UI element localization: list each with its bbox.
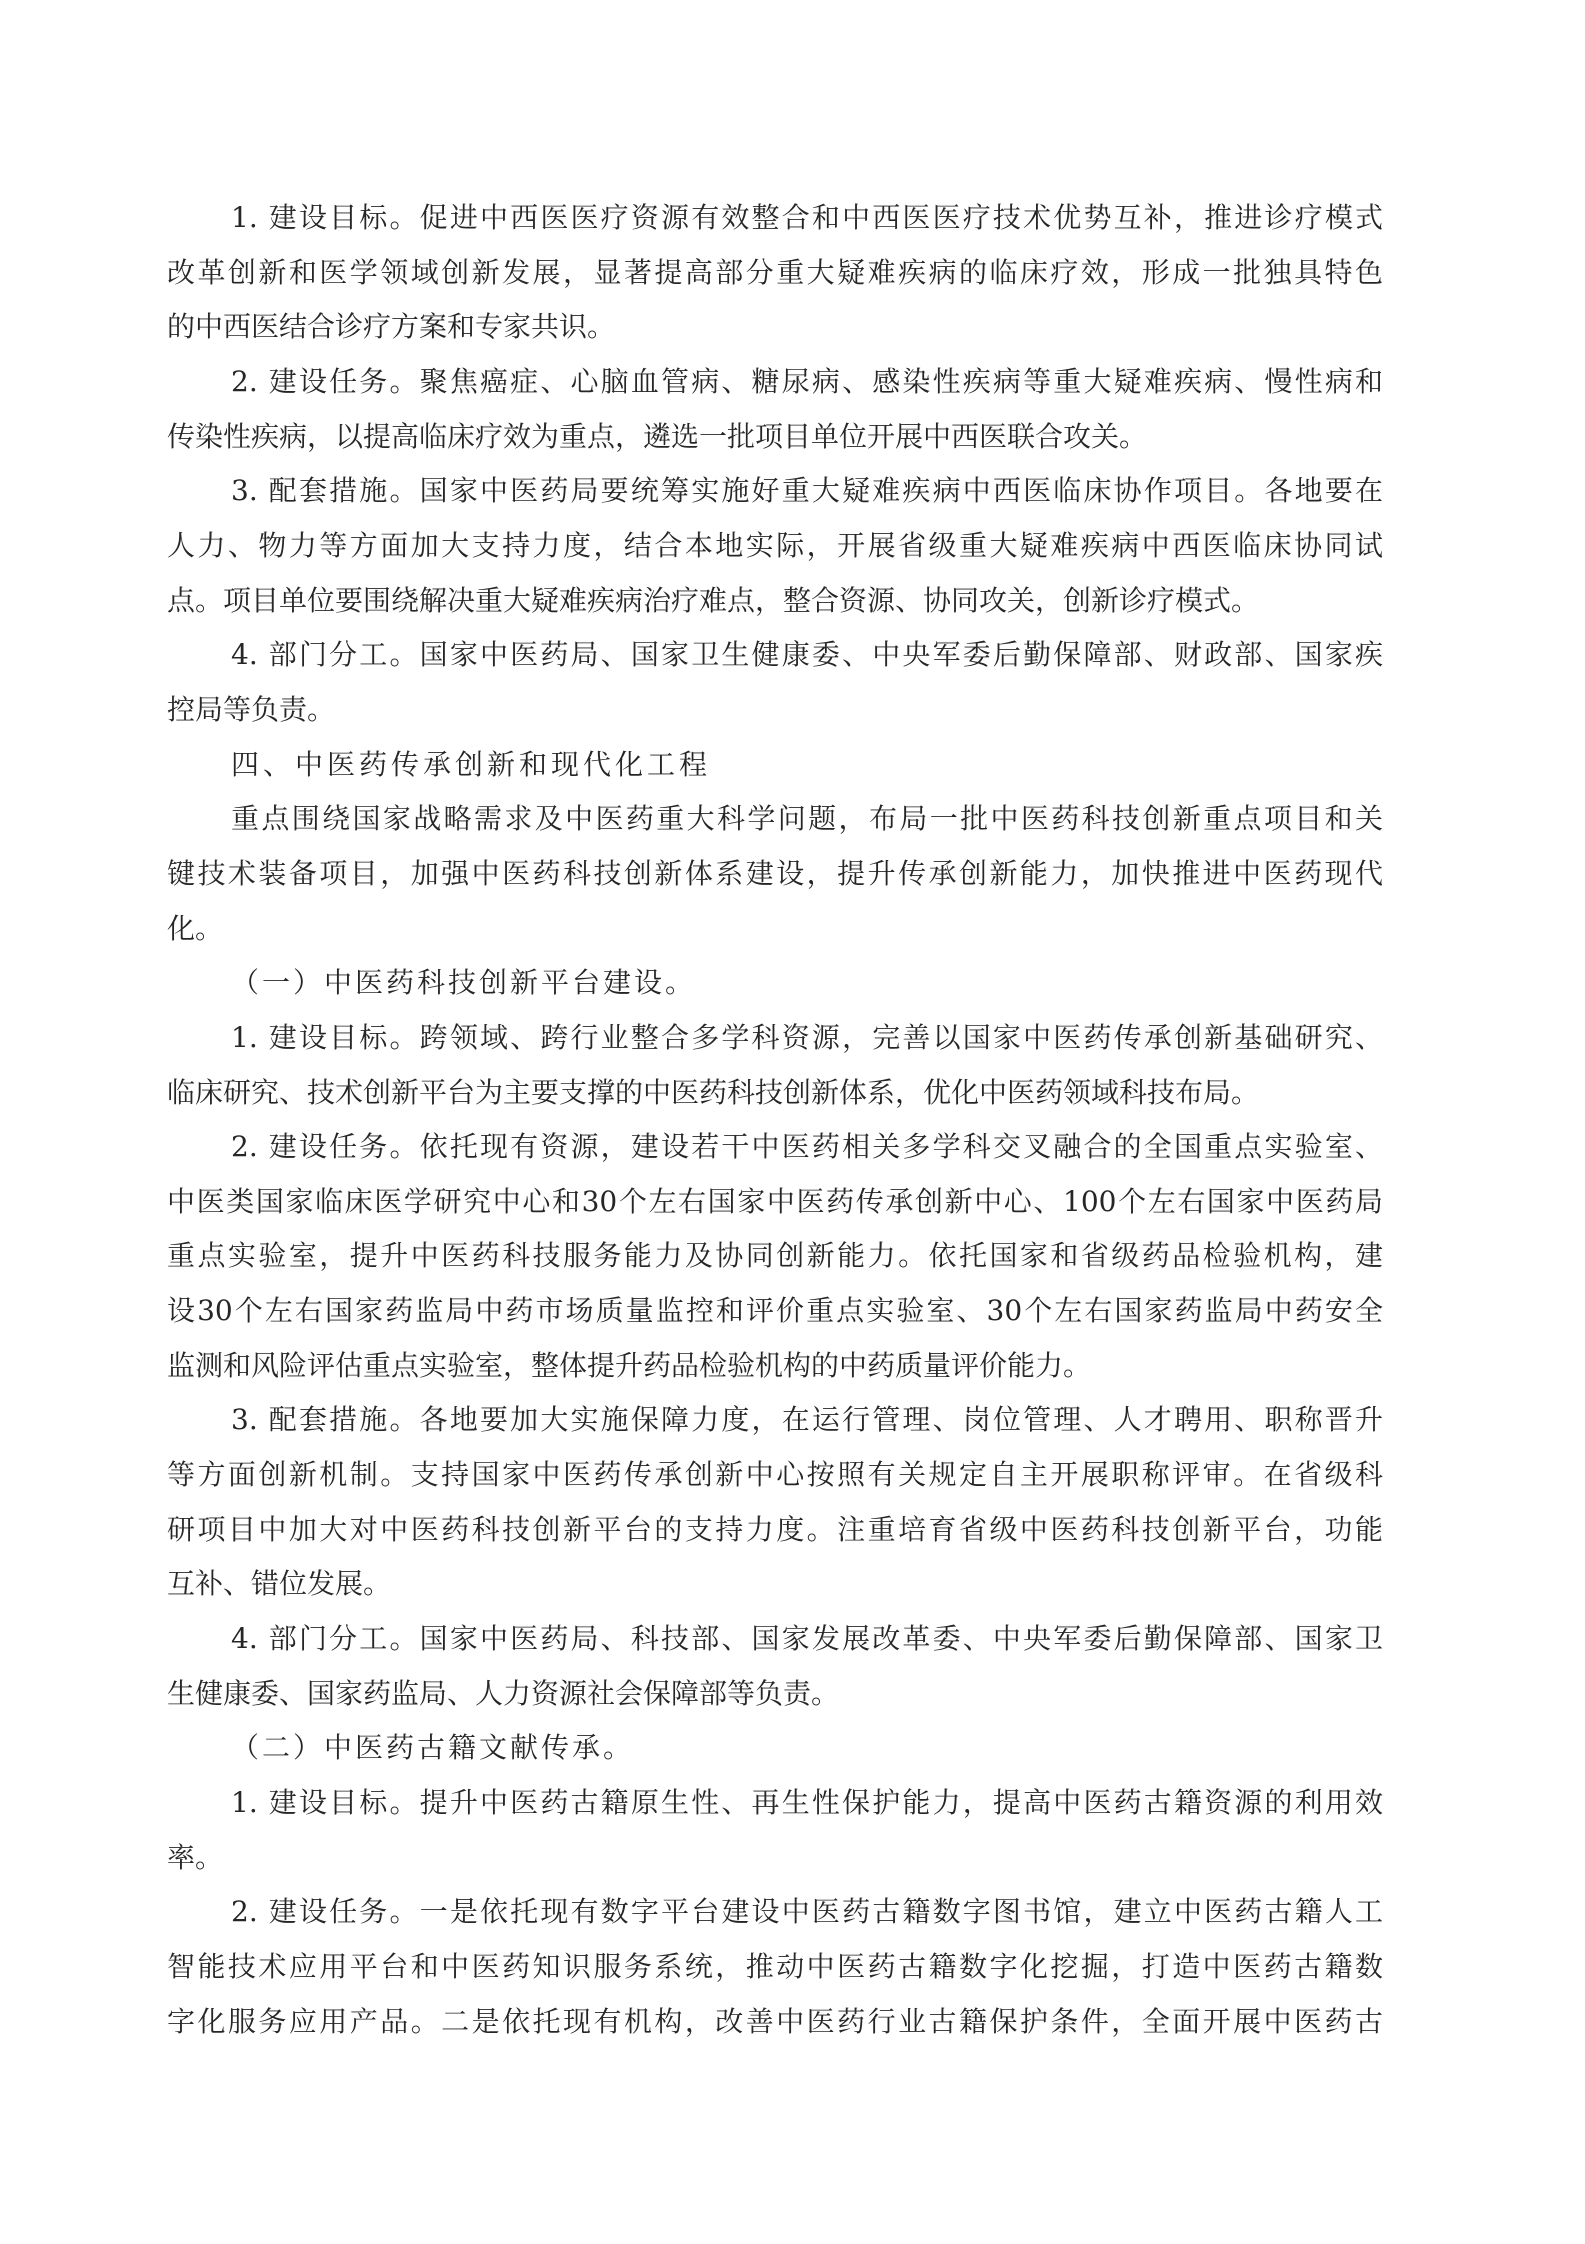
subsection-heading: （二）中医药古籍文献传承。	[231, 1731, 635, 1765]
text-line: 智能技术应用平台和中医药知识服务系统，推动中医药古籍数字化挖掘，打造中医药古籍数	[167, 1950, 1383, 1983]
document-page	[167, 191, 1383, 2049]
text-line: 4. 部门分工。国家中医药局、科技部、国家发展改革委、中央军委后勤保障部、国家卫	[231, 1622, 1383, 1656]
text-line: 人力、物力等方面加大支持力度，结合本地实际，开展省级重大疑难疾病中西医临床协同试	[167, 528, 1383, 562]
text-line: 的中西医结合诊疗方案和专家共识。	[167, 310, 616, 344]
text-line: 生健康委、国家药监局、人力资源社会保障部等负责。	[167, 1676, 840, 1710]
text-line: 4. 部门分工。国家中医药局、国家卫生健康委、中央军委后勤保障部、财政部、国家疾	[231, 638, 1383, 672]
text-line: 3. 配套措施。各地要加大实施保障力度，在运行管理、岗位管理、人才聘用、职称晋升	[231, 1403, 1383, 1437]
text-line: 重点实验室，提升中医药科技服务能力及协同创新能力。依托国家和省级药品检验机构，建	[167, 1239, 1383, 1273]
text-line: 键技术装备项目，加强中医药科技创新体系建设，提升传承创新能力，加快推进中医药现代	[167, 856, 1383, 890]
text-line: 3. 配套措施。国家中医药局要统筹实施好重大疑难疾病中西医临床协作项目。各地要在	[231, 474, 1383, 508]
text-line: 1. 建设目标。提升中医药古籍原生性、再生性保护能力，提高中医药古籍资源的利用效	[231, 1786, 1383, 1820]
subsection-heading: （一）中医药科技创新平台建设。	[231, 966, 697, 1000]
text-line: 化。	[167, 911, 224, 945]
section-heading: 四、中医药传承创新和现代化工程	[231, 747, 712, 781]
text-line: 临床研究、技术创新平台为主要支撑的中医药科技创新体系，优化中医药领域科技布局。	[167, 1075, 1260, 1109]
text-line: 监测和风险评估重点实验室，整体提升药品检验机构的中药质量评价能力。	[167, 1348, 1092, 1382]
text-line: 率。	[167, 1840, 224, 1874]
text-line: 点。项目单位要围绕解决重大疑难疾病治疗难点，整合资源、协同攻关，创新诊疗模式。	[167, 583, 1260, 617]
text-line: 互补、错位发展。	[167, 1567, 392, 1601]
text-line: 字化服务应用产品。二是依托现有机构，改善中医药行业古籍保护条件，全面开展中医药古	[167, 2004, 1383, 2038]
text-line: 2. 建设任务。依托现有资源，建设若干中医药相关多学科交叉融合的全国重点实验室、	[231, 1130, 1383, 1164]
text-line: 改革创新和医学领域创新发展，显著提高部分重大疑难疾病的临床疗效，形成一批独具特色	[167, 255, 1383, 289]
text-line: 2. 建设任务。聚焦癌症、心脑血管病、糖尿病、感染性疾病等重大疑难疾病、慢性病和	[231, 364, 1383, 398]
text-line: 重点围绕国家战略需求及中医药重大科学问题，布局一批中医药科技创新重点项目和关	[231, 802, 1383, 836]
text-line: 控局等负责。	[167, 692, 336, 726]
text-line: 1. 建设目标。跨领域、跨行业整合多学科资源，完善以国家中医药传承创新基础研究、	[231, 1020, 1383, 1054]
text-line: 传染性疾病，以提高临床疗效为重点，遴选一批项目单位开展中西医联合攻关。	[167, 419, 1148, 453]
text-line: 1. 建设目标。促进中西医医疗资源有效整合和中西医医疗技术优势互补，推进诊疗模式	[231, 201, 1383, 234]
text-line: 设30个左右国家药监局中药市场质量监控和评价重点实验室、30个左右国家药监局中药安全	[167, 1294, 1383, 1328]
text-line: 中医类国家临床医学研究中心和30个左右国家中医药传承创新中心、100个左右国家中医药局	[167, 1184, 1383, 1218]
text-line: 研项目中加大对中医药科技创新平台的支持力度。注重培育省级中医药科技创新平台，功能	[167, 1512, 1383, 1546]
text-line: 2. 建设任务。一是依托现有数字平台建设中医药古籍数字图书馆，建立中医药古籍人工	[231, 1895, 1383, 1929]
text-line: 等方面创新机制。支持国家中医药传承创新中心按照有关规定自主开展职称评审。在省级科	[167, 1458, 1383, 1492]
